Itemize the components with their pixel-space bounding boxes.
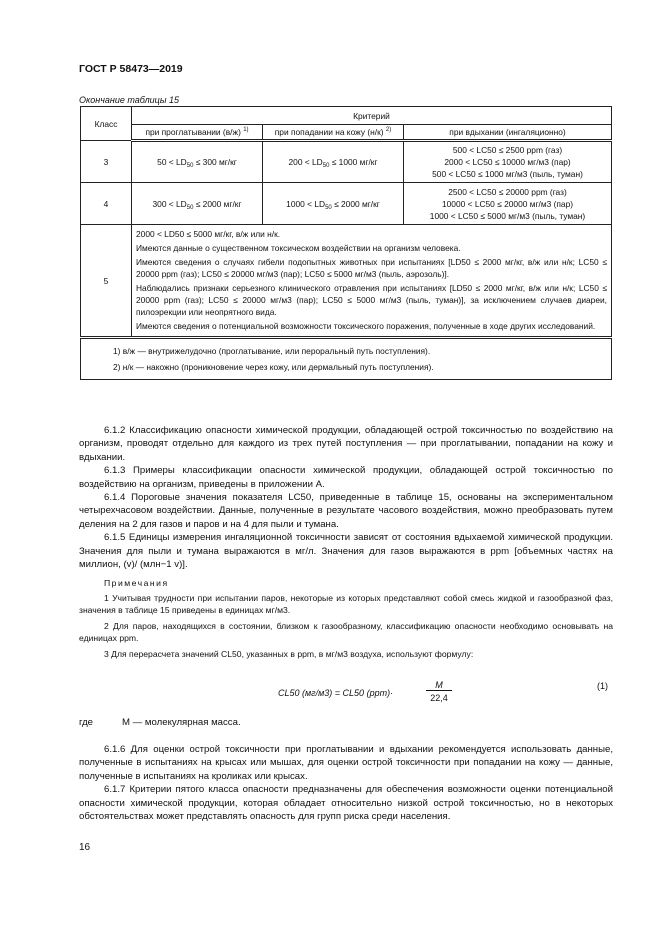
paragraph-6-1-2: 6.1.2 Классификацию опасности химической продукции, обладающей острой токсичностью по воздействию на организм, проводят отдельно для каждого из трех путей поступления — при проглатывании, попадании на кожу и вдыхании. <box>79 425 613 463</box>
sub-oral-header: при проглатывании (в/ж) $^{1)}$ <box>132 125 263 141</box>
col-class-header: Класс <box>81 107 132 141</box>
classification-table <box>80 106 612 380</box>
formula-lhs: CL50 (мг/м3) = CL50 (ppm)· <box>278 688 394 698</box>
col-criterion-header: Критерий <box>132 107 612 125</box>
table-row <box>81 141 612 183</box>
where-word: где <box>79 717 94 728</box>
page-number: 16 <box>79 842 91 853</box>
paragraph-6-1-3: 6.1.3 Примеры классификации опасности химической продукции, обладающей острой токсичностью по воздействию на организм, приведены в приложении А. <box>79 465 613 490</box>
table-row <box>81 183 612 225</box>
table-footnotes: 1) в/ж — внутрижелудочно (проглатывание, или пероральный путь поступления). 2) н/к — накожно (проникновение через кожу, или дермальный путь поступления). <box>81 338 612 380</box>
class-cell: 4 <box>81 183 132 225</box>
class-cell: 5 <box>81 225 132 338</box>
notes-title: Примечания <box>104 578 169 588</box>
sub-skin-header: при попадании на кожу (н/к) $^{2)}$ <box>263 125 404 141</box>
sub-inhal-header: при вдыхании (ингаляционно) <box>404 125 612 141</box>
table-row <box>81 225 612 338</box>
class5-criteria-cell: 2000 < LD50 ≤ 5000 мг/кг, в/ж или н/к. Имеются данные о существенном токсическом воздействии на организм человека. Имеются сведения о случаях гибели подопытных животных при испытаниях [LD50 ≤ 2000 мг/кг, в/ж или н/к; LC50 ≤ 20000 ppm (газ); LC50 ≤ 20000 мг/м3 (пар); LC50 ≤ 5000 мг/м3 (пыль, аэрозоль)]. Наблюдались признаки серьезного клинического отравления при испытаниях [LD50 ≤ 2000 мг/кг, в/ж или н/к; LC50 ≤ 20000 ppm (газ); LC50 ≤ 20000 мг/м3 (пар); LC50 ≤ 5000 мг/м3 (пыль, туман)], за исключением случаев диареи, пилоэрекции или неопрятного вида. Имеются сведения о потенциальной возможности токсического поражения, полученные в ходе других исследований. <box>132 225 612 338</box>
formula-number: (1) <box>597 681 608 691</box>
formula-denominator: 22,4 <box>430 693 448 703</box>
notes-block <box>79 577 613 664</box>
paragraph-6-1-5: 6.1.5 Единицы измерения ингаляционной токсичности зависят от состояния вдыхаемой химической продукции. Значения для пыли и тумана выражаются в мг/л. Значения для газов выражаются в ppm [объемных частях на миллион, (v)/ (млн−1 v)]. <box>79 532 613 571</box>
where-definition: M — молекулярная масса. <box>122 717 241 728</box>
oral-cell: $300 < LD_{50} \le 2000$ мг/кг <box>132 183 263 225</box>
skin-cell: $200 < LD_{50} \le 1000$ мг/кг <box>263 141 404 183</box>
formula <box>278 680 478 710</box>
paragraph-6-1-7: 6.1.7 Критерии пятого класса опасности предназначены для обеспечения возможности оценки потенциальной опасности химической продукции, которая обладает относительно низкой острой токсичностью, но в некоторых обстоятельствах может представлять опасность для групп риска среди населения. <box>79 784 613 823</box>
table-caption: Окончание таблицы 15 <box>79 95 179 105</box>
class-cell: 3 <box>81 141 132 183</box>
skin-cell: $1000 < LD_{50} \le 2000$ мг/кг <box>263 183 404 225</box>
document-id: ГОСТ Р 58473—2019 <box>79 63 183 75</box>
section-body <box>79 424 613 571</box>
note-1: 1 Учитывая трудности при испытании паров, некоторые из которых представляют собой смесь жидкой и газообразной фаз, значения в таблице 15 приведены в единицах мг/м3. <box>79 592 613 616</box>
formula-numerator: M <box>426 680 452 691</box>
paragraph-6-1-4: 6.1.4 Пороговые значения показателя LC50, приведенные в таблице 15, основаны на экспериментальном четырехчасовом воздействии. Данные, полученные в результате часового воздействия, можно преобразовать путем деления на 2 для газов и паров и на 4 для пыли и тумана. <box>79 492 613 530</box>
inhal-cell: 2500 < LC50 ≤ 20000 ppm (газ) 10000 < LC50 ≤ 20000 мг/м3 (пар) 1000 < LC50 ≤ 5000 мг/м3 (пыль, туман) <box>404 183 612 225</box>
section-body-2 <box>79 743 613 823</box>
oral-cell: $50 < LD_{50} \le 300$ мг/кг <box>132 141 263 183</box>
note-2: 2 Для паров, находящихся в состоянии, близком к газообразному, классификацию опасности необходимо основывать на единицах ppm. <box>79 620 613 644</box>
note-3: 3 Для перерасчета значений CL50, указанных в ppm, в мг/м3 воздуха, используют формулу: <box>104 648 474 659</box>
inhal-cell: 500 < LC50 ≤ 2500 ppm (газ) 2000 < LC50 ≤ 10000 мг/м3 (пар) 500 < LC50 ≤ 1000 мг/м3 (пыль, туман) <box>404 141 612 183</box>
paragraph-6-1-6: 6.1.6 Для оценки острой токсичности при проглатывании и вдыхании рекомендуется использовать данные, полученные в испытаниях на крысах или мышах, для оценки острой токсичности при попадании на кожу — данные, полученные в испытаниях на кроликах или крысах. <box>79 744 613 782</box>
